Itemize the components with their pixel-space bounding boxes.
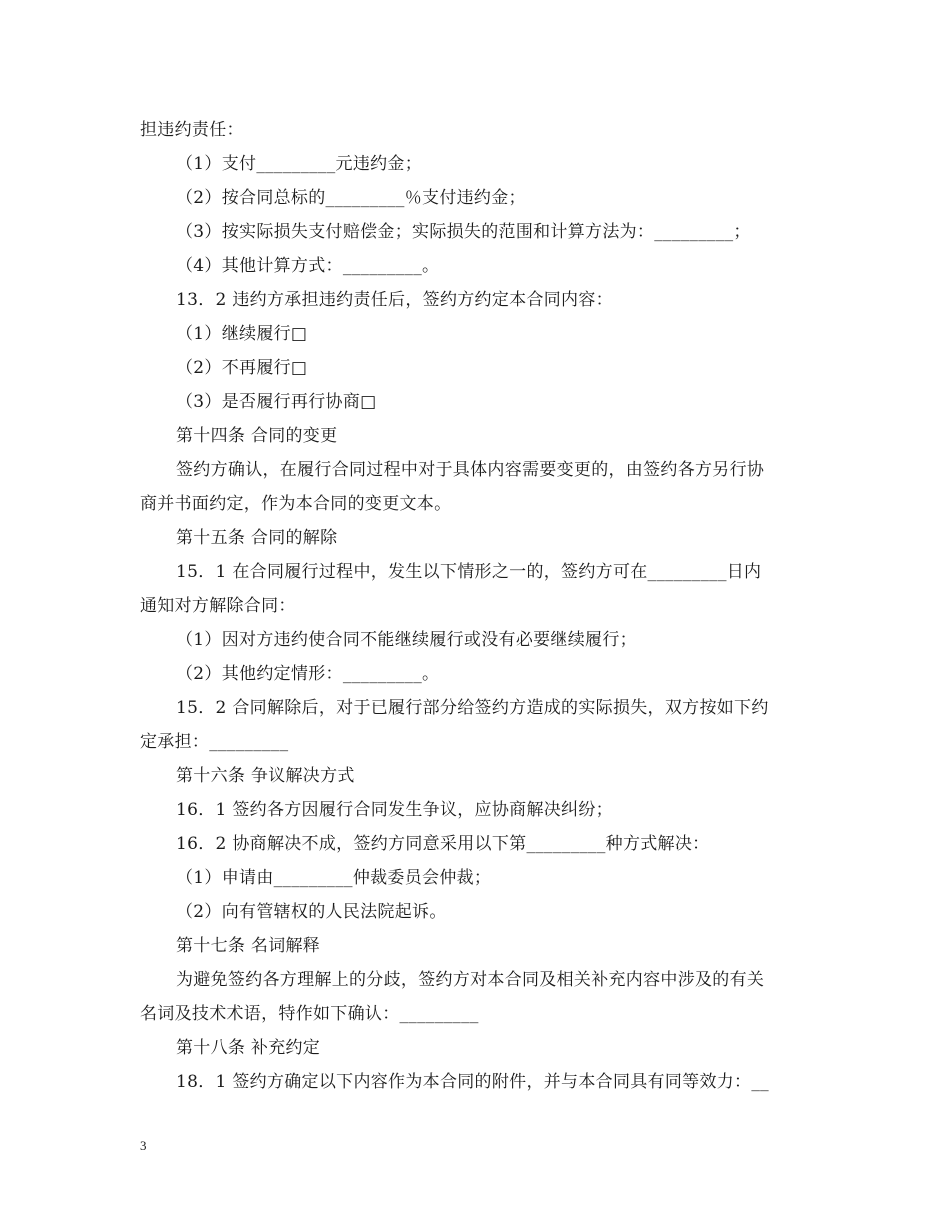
section-heading: 第十五条 合同的解除 [176, 528, 338, 548]
page-number: 3 [140, 1138, 147, 1153]
paragraph-line: （2）其他约定情形：_________。 [176, 664, 440, 684]
paragraph-line: （1）因对方违约使合同不能继续履行或没有必要继续履行； [176, 630, 637, 650]
paragraph-line: （1）支付_________元违约金； [176, 154, 423, 174]
paragraph-line: 通知对方解除合同： [140, 596, 296, 616]
paragraph-line: 15．2 合同解除后，对于已履行部分给签约方造成的实际损失，双方按如下约 [176, 698, 769, 718]
paragraph-line: （1）继续履行□ [176, 324, 308, 344]
section-heading: 第十六条 争议解决方式 [176, 766, 355, 786]
paragraph-line: 为避免签约各方理解上的分歧，签约方对本合同及相关补充内容中涉及的有关 [176, 970, 765, 990]
paragraph-line: 13．2 违约方承担违约责任后，签约方约定本合同内容： [176, 290, 613, 310]
paragraph-line: （2）向有管辖权的人民法院起诉。 [176, 902, 447, 922]
paragraph-line: 15．1 在合同履行过程中，发生以下情形之一的，签约方可在_________日内 [176, 562, 762, 582]
section-heading: 第十四条 合同的变更 [176, 426, 338, 446]
paragraph-line: 16．1 签约各方因履行合同发生争议，应协商解决纠纷； [176, 800, 613, 820]
paragraph-line: 16．2 协商解决不成，签约方同意采用以下第_________种方式解决： [176, 834, 710, 854]
paragraph-line: （3）按实际损失支付赔偿金；实际损失的范围和计算方法为：_________； [176, 222, 751, 242]
paragraph-line: （2）按合同总标的_________％支付违约金； [176, 188, 526, 208]
paragraph-line: （3）是否履行再行协商□ [176, 392, 377, 412]
paragraph-line: （2）不再履行□ [176, 358, 308, 378]
paragraph-line: 名词及技术术语，特作如下确认：_________ [140, 1004, 479, 1024]
paragraph-line: （4）其他计算方式：_________。 [176, 256, 440, 276]
paragraph-line: 18．1 签约方确定以下内容作为本合同的附件，并与本合同具有同等效力：__ [176, 1072, 769, 1092]
paragraph-line: 签约方确认，在履行合同过程中对于具体内容需要变更的，由签约各方另行协 [176, 460, 765, 480]
paragraph-line: 担违约责任： [140, 120, 244, 140]
paragraph-line: 定承担：_________ [140, 732, 289, 752]
paragraph-line: 商并书面约定，作为本合同的变更文本。 [140, 494, 452, 514]
paragraph-line: （1）申请由_________仲裁委员会仲裁； [176, 868, 492, 888]
section-heading: 第十八条 补充约定 [176, 1038, 321, 1058]
section-heading: 第十七条 名词解释 [176, 936, 321, 956]
